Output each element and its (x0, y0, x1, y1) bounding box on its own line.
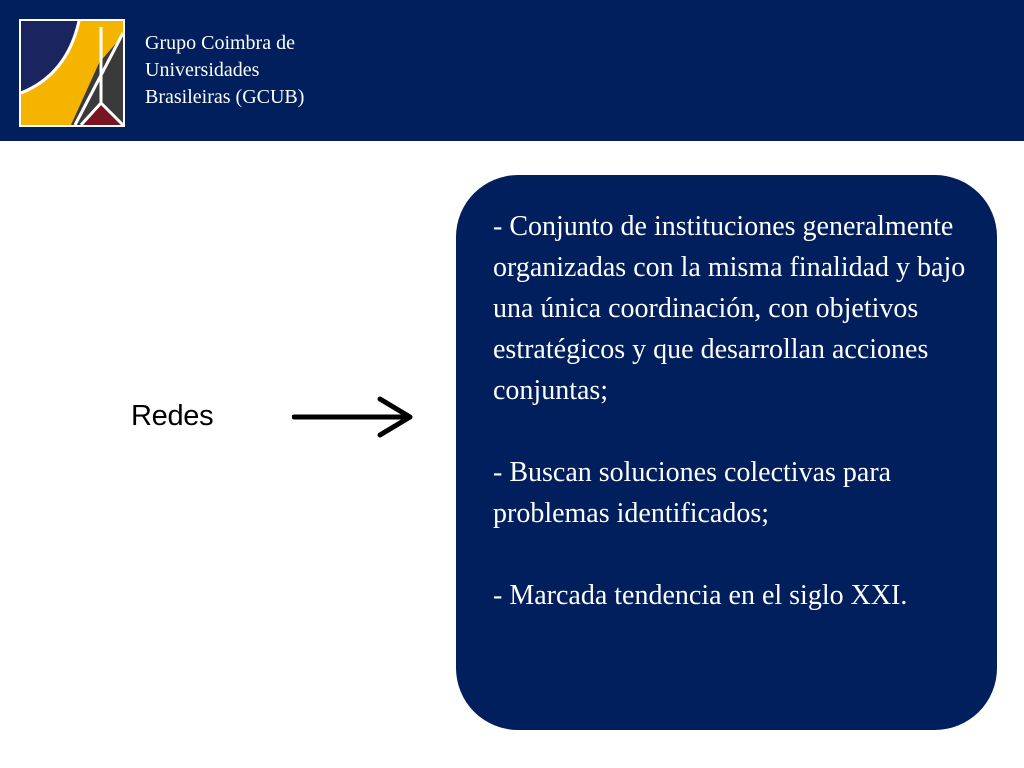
org-name-line-1: Grupo Coimbra de (145, 32, 295, 54)
redes-label: Redes (131, 400, 214, 432)
header-bar (0, 0, 1024, 141)
definition-point-1: - Conjunto de instituciones generalmente organizadas con la misma finalidad y bajo una única coordinación, con objetivos estratégicos y que desarrollan acciones conjuntas; (493, 211, 966, 406)
org-name-line-2: Universidades (145, 59, 260, 81)
definition-box (456, 175, 997, 730)
org-name-line-3: Brasileiras (GCUB) (145, 86, 305, 108)
definition-point-3: - Marcada tendencia en el siglo XXI. (493, 580, 908, 611)
gcub-logo (19, 19, 125, 127)
org-name (145, 30, 445, 111)
definition-point-2: - Buscan soluciones colectivas para problemas identificados; (493, 457, 892, 529)
right-arrow-icon (292, 395, 416, 439)
